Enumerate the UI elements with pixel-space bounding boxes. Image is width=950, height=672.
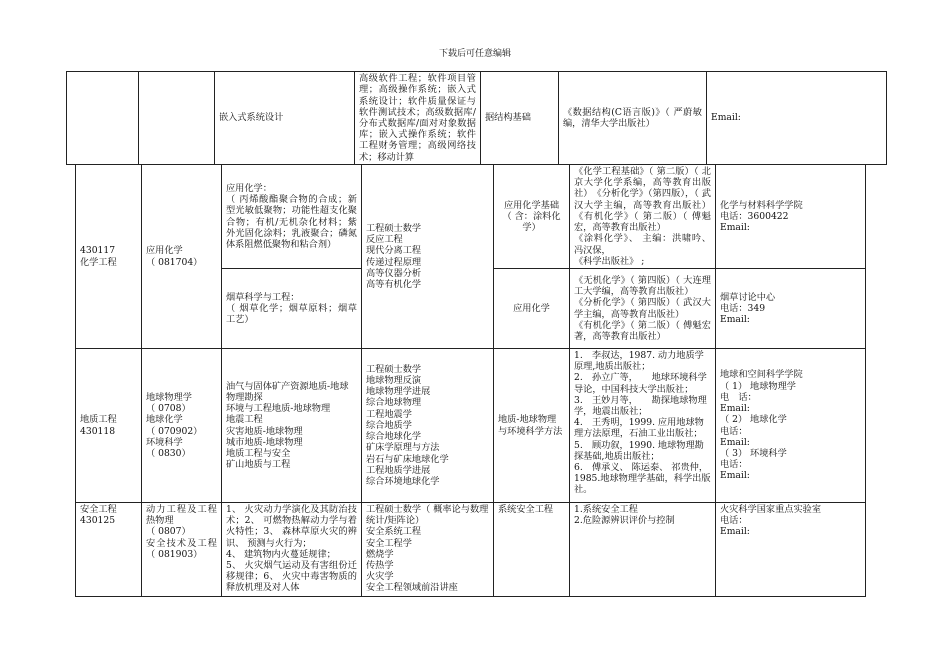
course-cell: 工程硕士数学 反应工程 现代分离工程 传递过程原理 高等仪器分析 高等有机化学 xyxy=(362,165,494,349)
exam-subject-cell: 据结构基础 xyxy=(481,72,559,165)
direction-cell: 烟草科学与工程： （ 烟草化学；烟草原料；烟草工艺） xyxy=(222,269,362,349)
college-cell: 地质工程 430118 xyxy=(76,349,142,503)
book-item: 2. 孙立广等， 地球环境科学导论，中国科技大学出版社； xyxy=(574,372,707,395)
reference-books-cell: 《化学工程基础》（ 第二版）（ 北京大学化学系编，高等教育出版社） 《分析化学》（第四版），（ 武汉大学主编，高等教育出版社）《有机化学》（ 第二版）（ 傅魁宏，高等教育出版社） 《涂料化学》、 主编：洪啸吟、 冯汉保， 《科学出版社》 ; xyxy=(570,165,716,269)
exam-subject-cell: 应用化学基础 （ 含：涂料化学） xyxy=(494,165,570,269)
course-cell: 工程硕士数学 地球物理反演 地球物理学进展 综合地球物理 工程地震学 综合地质学 综合地球化学 矿床学原理与方法 岩石与矿床地球化学 工程地质学进展 综合环境地球化学 xyxy=(362,349,494,503)
major-cell: 应用化学 （ 081704） xyxy=(142,165,222,349)
major-cell: 地球物理学 （ 0708） 地球化学 （ 070902） 环境科学 （ 0830） xyxy=(142,349,222,503)
reference-books-cell xyxy=(570,349,716,503)
course-cell: 工程硕士数学（ 概率论与数理统计/矩阵论） 安全系统工程 安全工程学 燃烧学 传热学 火灾学 安全工程领域前沿讲座 xyxy=(362,503,494,597)
book-item: 4. 王秀明，1999. 应用地球物理方法原理，石油工业出版社； xyxy=(574,417,704,440)
course-cell: 高级软件工程；软件项目管理；高级操作系统；嵌入式系统设计；软件质量保证与软件测试技术；高级数据库/分布式数据库/面对对象数据库；嵌入式操作系统；软件工程财务管理；高级网络技术；移动计算 xyxy=(355,72,481,165)
page-header: 下载后可任意编辑 xyxy=(438,49,511,59)
book-item: 6. 傅承义、 陈运泰、 祁贵仲， 1985.地球物理学基础，科学出版社。 xyxy=(574,462,713,496)
contact-cell: Email: xyxy=(707,72,887,165)
previous-row-table xyxy=(66,71,887,165)
contact-cell: 烟草讨论中心 电话：349 Email: xyxy=(716,269,866,349)
direction-cell: 应用化学： （ 丙烯酸酯聚合物的合成；新型光敏低聚物；功能性超支化聚合物；有机/无机杂化材料；紫外光固化涂料；乳液聚合；磷氮体系阻燃低聚物和粘合剂） xyxy=(222,165,362,269)
reference-books-cell: 《数据结构(C语言版)》（ 严蔚敏编，清华大学出版社） xyxy=(559,72,707,165)
contact-cell: 火灾科学国家重点实验室 电话： Email: xyxy=(716,503,866,597)
exam-subject-cell: 应用化学 xyxy=(494,269,570,349)
contact-cell: 地球和空间科学学院 （ 1） 地球物理学 电 话： Email: （ 2） 地球化学 电话： Email: （ 3） 环境科学 电话： Email: xyxy=(716,349,866,503)
reference-books-cell: 《无机化学》（ 第四版）（ 大连理工大学编，高等教育出版社） 《分析化学》（ 第四版）（ 武汉大学主编，高等教育出版社） 《有机化学》（ 第二版）（ 傅魁宏著，高等教育出版社） xyxy=(570,269,716,349)
book-item: 1. 李叔达，1987. 动力地质学原理,地质出版社； xyxy=(574,350,704,373)
table-row xyxy=(67,72,887,165)
table-row xyxy=(76,165,866,269)
exam-subject-cell: 系统安全工程 xyxy=(494,503,570,597)
exam-subject-cell: 地质-地球物理与环境科学方法 xyxy=(494,349,570,503)
reference-books-cell: 1.系统安全工程 2.危险源辨识评价与控制 xyxy=(570,503,716,597)
major-cell: 动力工程及工程热物理 （ 0807） 安全技术及工程（ 081903） xyxy=(142,503,222,597)
college-cell xyxy=(67,72,139,165)
college-cell: 安全工程 430125 xyxy=(76,503,142,597)
major-cell xyxy=(139,72,215,165)
program-table xyxy=(75,164,866,597)
direction-cell: 油气与固体矿产资源地质-地球物理勘探 环境与工程地质-地球物理 地震工程 灾害地质-地球物理 城市地质-地球物理 地质工程与安全 矿山地质与工程 xyxy=(222,349,362,503)
table-row xyxy=(76,349,866,503)
direction-cell: 1、 火灾动力学演化及其防治技术；2、 可燃物热解动力学与着火特性；3、 森林草原火灾的辨识、 预测与火行为； 4、 建筑物内火蔓延规律； 5、 火灾烟气运动及有害组份迁移规律；6、 火灾中毒害物质的释放机理及对人体 xyxy=(222,503,362,597)
direction-cell: 嵌入式系统设计 xyxy=(215,72,355,165)
table-row xyxy=(76,503,866,597)
book-item: 5. 顾功叙，1990. 地球物理勘探基础,地质出版社； xyxy=(574,439,704,462)
book-item: 3. 王妙月等， 勘探地球物理学，地震出版社； xyxy=(574,394,707,418)
contact-cell: 化学与材料科学学院 电话：3600422 Email: xyxy=(716,165,866,269)
college-cell: 430117 化学工程 xyxy=(76,165,142,349)
